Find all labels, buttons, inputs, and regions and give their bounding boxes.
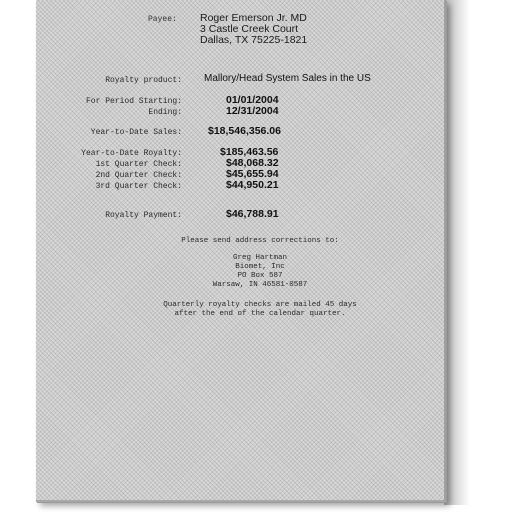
period-end-value: 12/31/2004 xyxy=(226,105,279,117)
row-ytd-sales xyxy=(0,125,512,137)
contact-name: Greg Hartman xyxy=(232,254,287,262)
payee-city: Dallas, TX 75225-1821 xyxy=(200,34,308,46)
royalty-payment-label: Royalty Payment: xyxy=(105,211,182,220)
ytd-royalty-label: Year-to-Date Royalty: xyxy=(81,149,182,158)
schedule-note xyxy=(150,301,370,319)
q2-check-label: 2nd Quarter Check: xyxy=(95,171,182,180)
payee-label: Payee: xyxy=(148,15,177,24)
royalty-payment-value: $46,788.91 xyxy=(226,208,279,220)
ytd-sales-value: $18,546,356.06 xyxy=(208,125,281,137)
contact-po-box: PO Box 587 xyxy=(237,272,283,280)
contact-company: Biomet, Inc xyxy=(235,263,285,271)
payee-name: Roger Emerson Jr. MD xyxy=(200,12,307,24)
ytd-sales-label: Year-to-Date Sales: xyxy=(90,128,182,137)
ytd-royalty-value: $185,463.56 xyxy=(220,146,279,158)
q3-check-value: $44,950.21 xyxy=(226,179,279,191)
royalty-product-label: Royalty product: xyxy=(105,76,182,85)
row-royalty-payment xyxy=(0,208,512,220)
period-end-label: Ending: xyxy=(148,108,182,117)
row-q3-check xyxy=(0,179,512,191)
row-period-end xyxy=(0,105,512,117)
address-correction-notice: Please send address corrections to: xyxy=(181,237,339,245)
contact-block xyxy=(150,254,370,290)
period-start-label: For Period Starting: xyxy=(85,97,182,106)
period-start-value: 01/01/2004 xyxy=(226,94,279,106)
royalty-product-value: Mallory/Head System Sales in the US xyxy=(204,73,371,84)
schedule-line-1: Quarterly royalty checks are mailed 45 days xyxy=(163,301,357,309)
payee-address xyxy=(200,13,307,46)
payee-street: 3 Castle Creek Court xyxy=(200,23,299,35)
q1-check-label: 1st Quarter Check: xyxy=(95,160,182,169)
q2-check-value: $45,655.94 xyxy=(226,168,279,180)
schedule-line-2: after the end of the calendar quarter. xyxy=(174,310,346,318)
contact-city: Warsaw, IN 46581-0587 xyxy=(212,281,308,289)
q3-check-label: 3rd Quarter Check: xyxy=(95,182,182,191)
q1-check-value: $48,068.32 xyxy=(226,157,279,169)
row-royalty-product xyxy=(0,73,512,85)
